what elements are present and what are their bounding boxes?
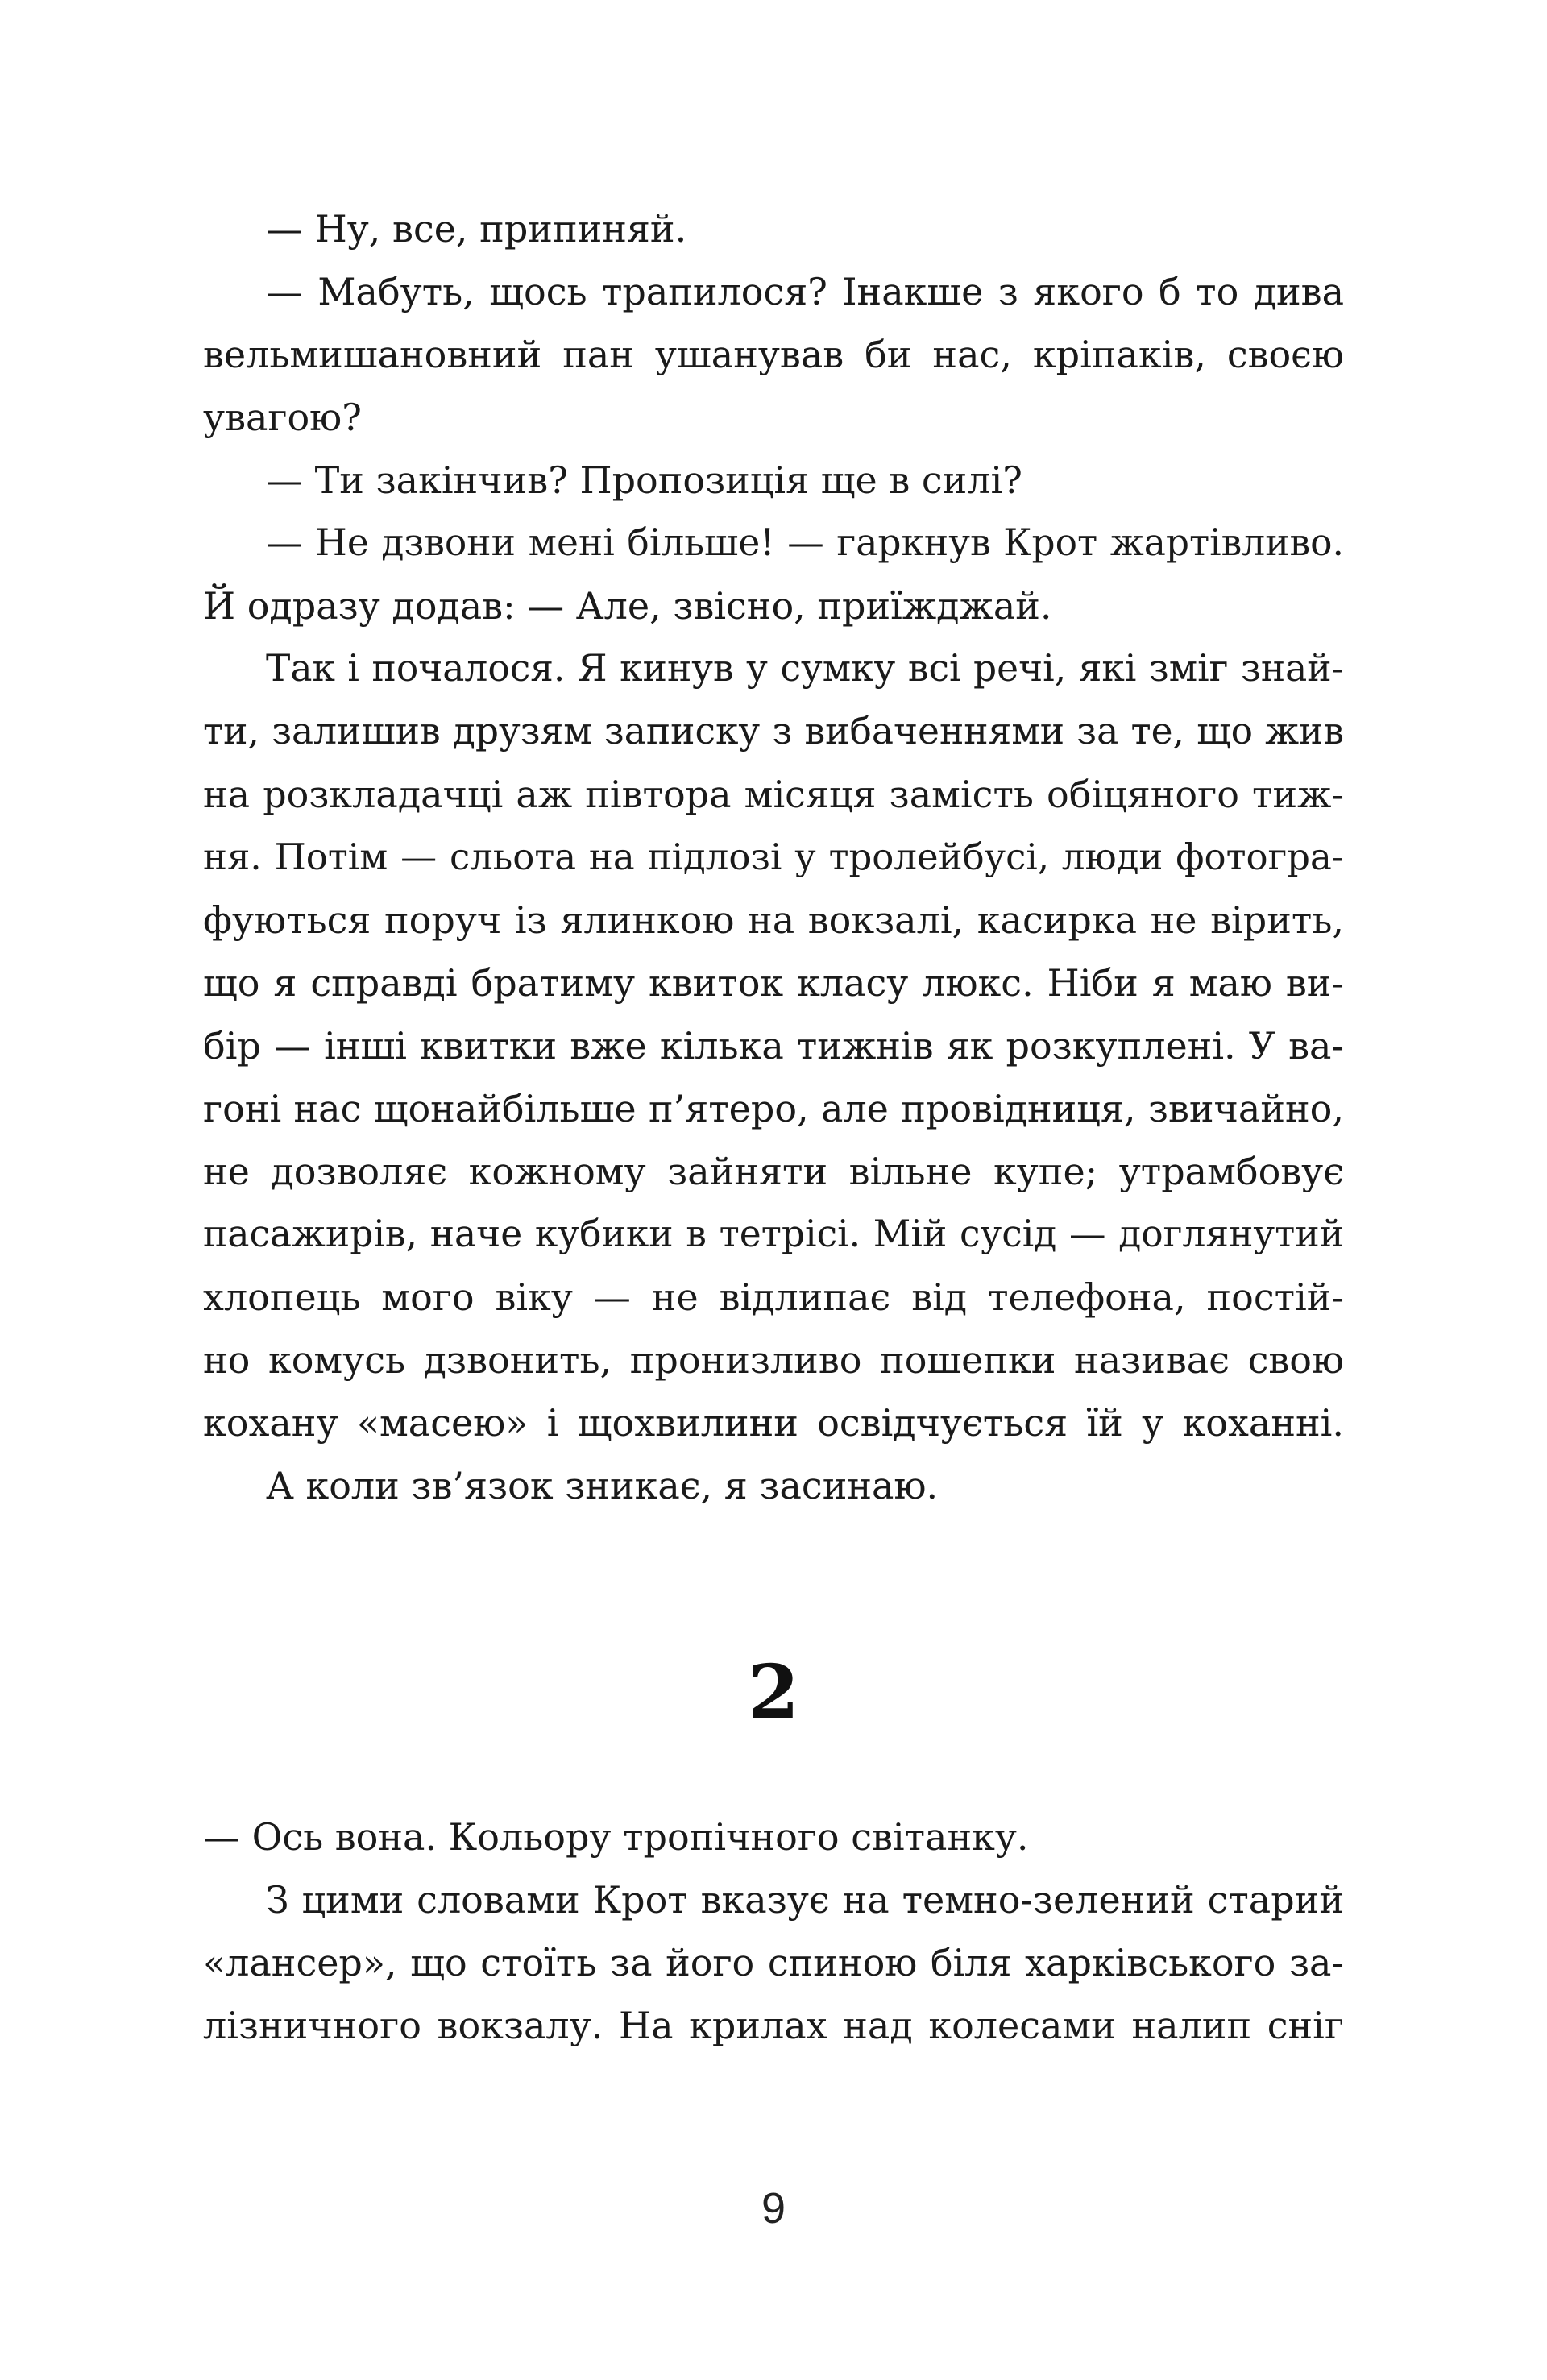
text-line: хлопець мого віку — не відлипає від телефона, постій- bbox=[203, 1275, 1344, 1319]
text-line: вельмишановний пан ушанував би нас, кріпаків, своєю bbox=[203, 333, 1344, 376]
text-line: — Не дзвони мені більше! — гаркнув Крот жартівливо. bbox=[266, 521, 1344, 564]
page-number: 9 bbox=[761, 2184, 786, 2233]
text-line: що я справді братиму квиток класу люкс. Ніби я маю ви- bbox=[203, 961, 1344, 1005]
text-line: Й одразу додав: — Але, звісно, приїжджай. bbox=[203, 584, 1052, 628]
text-line: — Ну, все, припиняй. bbox=[266, 207, 687, 251]
text-line: увагою? bbox=[203, 396, 362, 439]
text-line: бір — інші квитки вже кілька тижнів як розкуплені. У ва- bbox=[203, 1024, 1344, 1068]
text-line: кохану «масею» і щохвилини освідчується їй у коханні. bbox=[203, 1401, 1344, 1445]
text-line: — Ось вона. Кольору тропічного світанку. bbox=[203, 1815, 1029, 1859]
text-line: — Ти закінчив? Пропозиція ще в силі? bbox=[266, 458, 1022, 502]
text-line: З цими словами Крот вказує на темно-зелений старий bbox=[266, 1878, 1344, 1922]
text-line: Так і почалося. Я кинув у сумку всі речі, які зміг знай- bbox=[266, 647, 1344, 690]
text-line: но комусь дзвонить, пронизливо пошепки називає свою bbox=[203, 1338, 1344, 1382]
text-line: ти, залишив друзям записку з вибаченнями за те, що жив bbox=[203, 710, 1344, 753]
text-line: А коли зв’язок зникає, я засинаю. bbox=[266, 1464, 939, 1507]
text-line: фуються поруч із ялинкою на вокзалі, касирка не вірить, bbox=[203, 898, 1344, 942]
text-line: на розкладачці аж півтора місяця замість обіцяного тиж- bbox=[203, 773, 1344, 816]
text-line: лізничного вокзалу. На крилах над колесами налип сніг bbox=[203, 2004, 1344, 2047]
text-line: ня. Потім — сльота на підлозі у тролейбусі, люди фотогра- bbox=[203, 835, 1344, 878]
text-line: не дозволяє кожному зайняти вільне купе; утрамбовує bbox=[203, 1150, 1344, 1193]
text-line: пасажирів, наче кубики в тетрісі. Мій сусід — доглянутий bbox=[203, 1213, 1344, 1255]
chapter-number: 2 bbox=[747, 1648, 799, 1735]
text-line: «лансер», що стоїть за його спиною біля харківського за- bbox=[203, 1941, 1344, 1984]
text-line: гоні нас щонайбільше п’ятеро, але провідниця, звичайно, bbox=[203, 1087, 1344, 1130]
text-block-part1 bbox=[203, 197, 1344, 1517]
text-block-part2 bbox=[203, 1806, 1344, 2057]
text-line: — Мабуть, щось трапилося? Інакше з якого б то дива bbox=[266, 270, 1344, 313]
